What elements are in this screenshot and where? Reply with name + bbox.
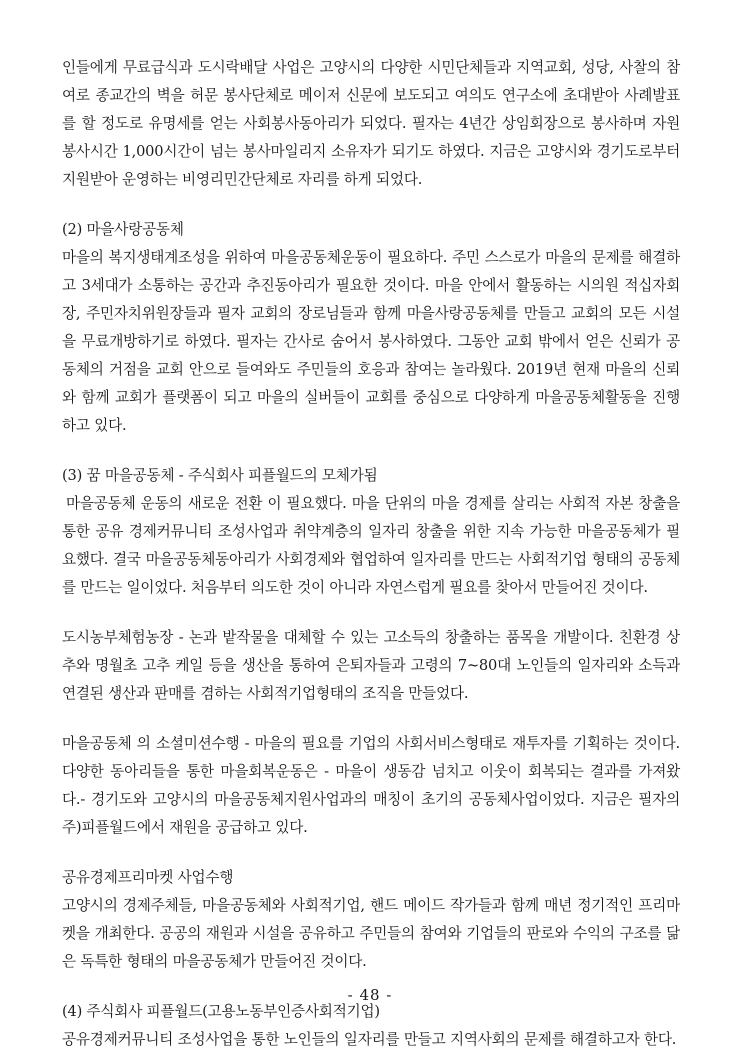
paragraph-maeul-sarang: 마을의 복지생태계조성을 위하여 마을공동체운동이 필요하다. 주민 스스로가 마을의 문제를 해결하고 3세대가 소통하는 공간과 추진동아리가 필요한 것이다. 마을 안에서 활동하는 시의원 적십자회장, 주민자치위원장들과 필자 교회의 장로님들과 함께 마을사랑공동체를 만들고 교회의 모든 시설을 무료개방하기로 하였다. 필자는 간사로 숨어서 봉사하였다. 그동안 교회 밖에서 얻은 신뢰가 공동체의 거점을 교회 안으로 들여와도 주민들의 호응과 참여는 놀라웠다. 2019년 현재 마을의 신뢰와 함께 교회가 플랫폼이 되고 마을의 실버들이 교회를 중심으로 다양하게 마을공동체활동을 진행하고 있다. <box>62 249 680 434</box>
section-heading-4: (4) 주식회사 피플월드(고용노동부인증사회적기업) <box>62 1003 380 1020</box>
paragraph-social-mission: 마을공동체 의 소셜미션수행 - 마을의 필요를 기업의 사회서비스형태로 재투자를 기획하는 것이다. 다양한 동아리들을 통한 마을회복운동은 - 마을이 생동감 넘치고 이웃이 회복되는 결과를 가져왔다.- 경기도와 고양시의 마을공동체지원사업과의 매칭이 초기의 공동체사업이었다. 지금은 필자의 주)피플월드에서 재원을 공급하고 있다. <box>62 735 680 836</box>
paragraph-kkum-maeul: 마을공동체 운동의 새로운 전환 이 필요했다. 마을 단위의 마을 경제를 살리는 사회적 자본 창출을 통한 공유 경제커뮤니티 조성사업과 취약계층의 일자리 창출을 위한 지속 가능한 마을공동체가 필요했다. 결국 마을공동체동아리가 사회경제와 협업하여 일자리를 만드는 사회적기업 형태의 공동체를 만드는 일이었다. 처음부터 의도한 것이 아니라 자연스럽게 필요를 찾아서 만들어진 것이다. <box>62 495 680 596</box>
paragraph-urban-farm: 도시농부체험농장 - 논과 밭작물을 대체할 수 있는 고소득의 창출하는 품목을 개발이다. 친환경 상추와 명월초 고추 케일 등을 생산을 통하여 은퇴자들과 고령의 7~80대 노인들의 일자리와 소득과 연결된 생산과 판매를 겸하는 사회적기업형태의 조직을 만들었다. <box>62 629 680 702</box>
paragraph-peopleworld: 공유경제커뮤니티 조성사업을 통한 노인들의 일자리를 만들고 지역사회의 문제를 해결하고자 한다. <box>62 1031 677 1048</box>
section-heading-2: (2) 마을사랑공동체 <box>62 221 184 238</box>
body-text <box>62 54 680 1054</box>
page-number: - 48 - <box>347 986 393 1004</box>
paragraph-continuation: 인들에게 무료급식과 도시락배달 사업은 고양시의 다양한 시민단체들과 지역교회, 성당, 사찰의 참여로 종교간의 벽을 허문 봉사단체로 메이저 신문에 보도되고 여의도 연구소에 초대받아 사례발표를 할 정도로 유명세를 얻는 사회봉사동아리가 되었다. 필자는 4년간 상임회장으로 봉사하며 자원봉사시간 1,000시간이 넘는 봉사마일리지 소유자가 되기도 하였다. 지금은 고양시와 경기도로부터 지원받아 운영하는 비영리민간단체로 자리를 하게 되었다. <box>62 59 680 188</box>
paragraph-flea-market: 고양시의 경제주체들, 마을공동체와 사회적기업, 핸드 메이드 작가들과 함께 매년 정기적인 프리마켓을 개최한다. 공공의 재원과 시설을 공유하고 주민들의 참여와 기업들의 판로와 수익의 구조를 닮은 독특한 형태의 마을공동체가 만들어진 것이다. <box>62 897 680 970</box>
section-heading-flea-market: 공유경제프리마켓 사업수행 <box>62 869 234 886</box>
section-heading-3: (3) 꿈 마을공동체 - 주식회사 피플월드의 모체가됨 <box>62 467 378 484</box>
